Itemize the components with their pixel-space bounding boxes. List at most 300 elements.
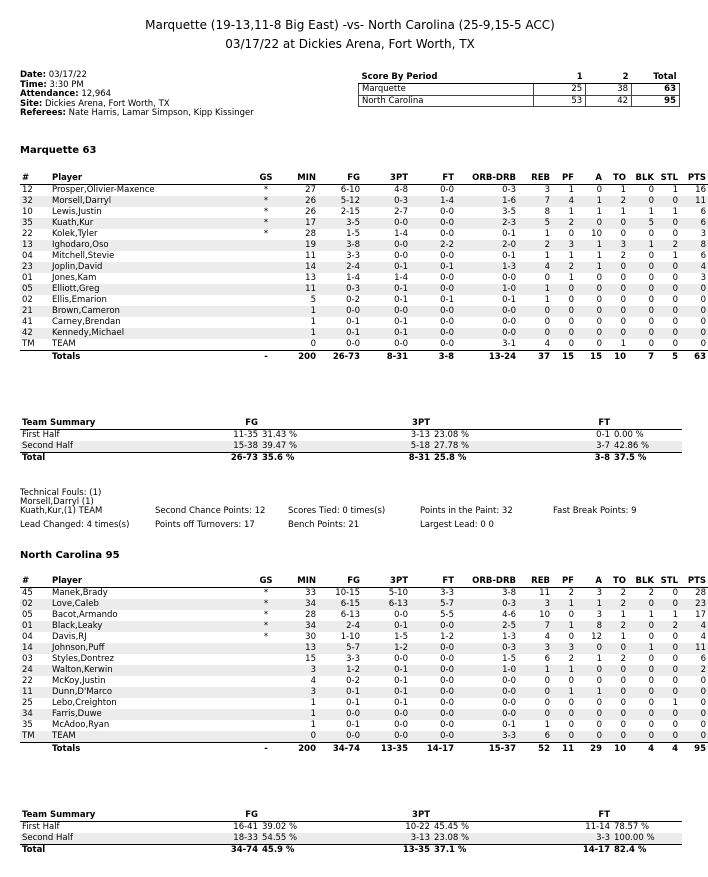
player-row	[20, 643, 708, 654]
cell-reb: 1	[518, 284, 552, 295]
cell-3pt: 0-0	[394, 251, 408, 261]
cell-a: 0	[596, 698, 602, 708]
points-in-paint: Points in the Paint: 32	[420, 506, 513, 516]
cell-orb-drb: 0-0	[456, 687, 518, 698]
col-header-pts: PTS	[680, 172, 708, 185]
lead-changed: Lead Changed: 4 times(s)	[20, 520, 130, 530]
cell-a: 0	[576, 306, 604, 317]
col-header-min: MIN	[282, 172, 318, 185]
cell-a: 0	[596, 185, 602, 195]
cell-pf: 0	[568, 610, 574, 620]
game-time: 3:30 PM	[49, 79, 84, 90]
cell-fg: 3-3	[346, 251, 360, 261]
cell-3pt: 0-3	[362, 196, 410, 207]
cell-gs	[250, 643, 282, 654]
player-row	[20, 328, 708, 339]
cell-jersey: 32	[20, 196, 50, 207]
cell-a: 1	[576, 687, 604, 698]
cell-fg: 1-2	[318, 665, 362, 676]
cell-player: TEAM	[52, 339, 76, 349]
player-row	[20, 251, 708, 262]
total-blk: 7	[628, 351, 656, 365]
cell-pts: 0	[680, 306, 708, 317]
cell-a: 0	[576, 643, 604, 654]
cell-jersey: 02	[20, 599, 50, 610]
cell-3pt: 5-10	[388, 588, 408, 598]
cell-ft: 0-0	[440, 720, 454, 730]
cell-pts: 0	[680, 731, 708, 743]
team1-title: Marquette 63	[20, 145, 97, 156]
cell-to: 0	[620, 698, 626, 708]
cell-pts: 23	[680, 599, 708, 610]
team2-title: North Carolina 95	[20, 550, 120, 561]
total-fg: 26-73	[318, 351, 362, 365]
cell-stl: 0	[656, 284, 680, 295]
cell-gs	[250, 328, 282, 339]
cell-3pt: 0-0	[394, 720, 408, 730]
player-row	[20, 621, 708, 632]
col-header-player: Player	[50, 575, 250, 588]
cell-a: 12	[591, 632, 602, 642]
cell-3pt: 0-1	[394, 698, 408, 708]
cell-pf: 1	[568, 185, 574, 195]
cell-a: 0	[596, 317, 602, 327]
cell-gs: *	[263, 588, 269, 598]
cell-reb: 0	[518, 328, 552, 339]
period-row: Marquette 25 38 63	[359, 84, 680, 96]
cell-3pt: 2-7	[394, 207, 408, 217]
cell-blk: 0	[628, 306, 656, 317]
player-row	[20, 731, 708, 743]
cell-gs	[250, 698, 282, 709]
cell-pts: 0	[680, 284, 708, 295]
largest-lead: Largest Lead: 0 0	[420, 520, 494, 530]
col-header-fg: FG	[318, 172, 362, 185]
cell-player: Manek,Brady	[52, 588, 108, 598]
cell-blk: 1	[648, 610, 654, 620]
cell-stl: 2	[656, 240, 680, 251]
cell-pts: 0	[700, 339, 706, 349]
cell-blk: 0	[628, 687, 656, 698]
cell-pf: 1	[552, 599, 576, 610]
player-row	[20, 632, 708, 643]
cell-blk: 0	[628, 665, 656, 676]
cell-min: 3	[282, 665, 318, 676]
total-jersey	[20, 743, 50, 757]
cell-reb: 4	[544, 339, 550, 349]
cell-a: 0	[596, 676, 602, 686]
cell-orb-drb: 2-0	[456, 240, 518, 251]
cell-stl: 0	[672, 588, 678, 598]
cell-pf: 1	[568, 273, 574, 283]
cell-gs	[250, 720, 282, 731]
cell-min: 17	[282, 218, 318, 229]
cell-min: 13	[305, 273, 316, 283]
cell-gs: *	[250, 599, 282, 610]
cell-a: 1	[596, 251, 602, 261]
cell-reb: 3	[518, 643, 552, 654]
cell-a: 1	[576, 240, 604, 251]
player-row	[20, 709, 708, 720]
cell-ft: 0-0	[440, 273, 454, 283]
col-header-pf: PF	[552, 575, 576, 588]
cell-pf: 0	[568, 698, 574, 708]
cell-blk: 5	[628, 218, 656, 229]
cell-fg: 0-0	[346, 339, 360, 349]
cell-ft: 2-2	[410, 240, 456, 251]
cell-fg: 1-4	[346, 273, 360, 283]
cell-3pt: 1-4	[394, 273, 408, 283]
team1-summary: Team Summary FG 3PT FT First Half 11-35 31.43 % 3-13 23.08 % 0-1 0.00 % Second Half 15-38 39.47 % 5-18 27.78 % 3-7 42.86 % Total 26-73 35.6 % 8-31 25.8 % 3-8 37.5 %	[20, 418, 682, 464]
team1-box-score	[20, 172, 708, 364]
cell-jersey: 22	[22, 229, 33, 239]
cell-pf: 4	[552, 196, 576, 207]
cell-ft: 0-0	[410, 643, 456, 654]
player-row	[20, 262, 708, 273]
cell-fg: 2-4	[318, 621, 362, 632]
cell-ft: 0-0	[410, 284, 456, 295]
cell-orb-drb: 3-5	[502, 207, 516, 217]
cell-to: 2	[604, 621, 628, 632]
total-gs: -	[250, 743, 282, 757]
cell-stl: 2	[656, 621, 680, 632]
column-header-row	[20, 172, 708, 185]
cell-to: 0	[620, 676, 626, 686]
cell-pf: 1	[568, 251, 574, 261]
cell-pts: 0	[680, 687, 708, 698]
cell-pf: 0	[568, 339, 574, 349]
cell-gs: *	[263, 207, 269, 217]
cell-ft: 1-4	[410, 196, 456, 207]
cell-gs: *	[250, 621, 282, 632]
cell-orb-drb: 0-0	[502, 273, 516, 283]
cell-a: 3	[596, 588, 602, 598]
cell-min: 1	[310, 698, 316, 708]
cell-stl: 0	[656, 643, 680, 654]
cell-player: Styles,Dontrez	[52, 654, 114, 664]
cell-gs	[250, 317, 282, 328]
fast-break-points: Fast Break Points: 9	[553, 506, 637, 516]
cell-ft: 0-0	[440, 207, 454, 217]
cell-blk: 0	[628, 731, 656, 743]
cell-min: 28	[305, 610, 316, 620]
player-row	[20, 185, 708, 197]
score-by-period-title: Score By Period	[359, 72, 534, 84]
cell-reb: 1	[544, 720, 550, 730]
points-off-turnovers: Points off Turnovers: 17	[155, 520, 255, 530]
cell-pts: 6	[700, 207, 706, 217]
col-header-min: MIN	[282, 575, 318, 588]
cell-fg: 5-7	[318, 643, 362, 654]
cell-a: 1	[576, 599, 604, 610]
cell-blk: 2	[648, 588, 654, 598]
player-row	[20, 654, 708, 665]
cell-to: 2	[604, 196, 628, 207]
cell-to: 3	[604, 240, 628, 251]
cell-player: Kennedy,Michael	[50, 328, 250, 339]
cell-stl: 1	[672, 207, 678, 217]
cell-pf: 1	[568, 207, 574, 217]
cell-a: 3	[596, 610, 602, 620]
cell-min: 3	[282, 687, 318, 698]
col-header-jersey: #	[20, 172, 50, 185]
cell-stl: 1	[672, 251, 678, 261]
cell-3pt: 0-1	[362, 284, 410, 295]
player-row	[20, 196, 708, 207]
cell-3pt: 0-0	[362, 731, 410, 743]
cell-stl: 0	[672, 676, 678, 686]
cell-min: 33	[305, 588, 316, 598]
cell-gs	[250, 295, 282, 306]
cell-pf: 1	[552, 621, 576, 632]
cell-pts: 6	[680, 218, 708, 229]
cell-fg: 0-1	[346, 317, 360, 327]
total-pf: 15	[552, 351, 576, 365]
cell-to: 1	[620, 185, 626, 195]
cell-pts: 0	[700, 317, 706, 327]
cell-reb: 1	[544, 229, 550, 239]
player-row	[20, 676, 708, 687]
cell-3pt: 0-1	[394, 317, 408, 327]
cell-orb-drb: 0-3	[502, 185, 516, 195]
total-pf: 11	[552, 743, 576, 757]
cell-fg: 0-1	[318, 328, 362, 339]
player-row	[20, 687, 708, 698]
cell-min: 4	[310, 676, 316, 686]
cell-stl: 0	[656, 262, 680, 273]
cell-jersey: TM	[20, 731, 50, 743]
cell-player: Kuath,Kur	[50, 218, 250, 229]
cell-orb-drb: 1-5	[502, 654, 516, 664]
cell-player: Love,Caleb	[50, 599, 250, 610]
game-date-venue: 03/17/22 at Dickies Arena, Fort Worth, TX	[225, 37, 475, 51]
cell-min: 1	[310, 720, 316, 730]
cell-to: 0	[620, 295, 626, 305]
cell-stl: 0	[656, 599, 680, 610]
cell-jersey: 21	[20, 306, 50, 317]
cell-ft: 0-0	[440, 229, 454, 239]
cell-pts: 3	[700, 229, 706, 239]
cell-gs	[250, 273, 282, 284]
cell-player: Carney,Brendan	[52, 317, 121, 327]
cell-player: Davis,RJ	[52, 632, 87, 642]
cell-3pt: 4-8	[394, 185, 408, 195]
cell-ft: 0-0	[440, 339, 454, 349]
cell-ft: 0-0	[440, 676, 454, 686]
total-player: Totals	[50, 743, 250, 757]
technical-team: Kuath,Kur,(1) TEAM	[20, 506, 103, 516]
total-min: 200	[282, 351, 318, 365]
scores-tied: Scores Tied: 0 times(s)	[288, 506, 386, 516]
cell-blk: 0	[628, 621, 656, 632]
col-header-stl: STL	[656, 172, 680, 185]
cell-min: 5	[310, 295, 316, 305]
cell-pts: 0	[700, 720, 706, 730]
total-a: 15	[576, 351, 604, 365]
cell-stl: 0	[672, 632, 678, 642]
cell-gs	[250, 262, 282, 273]
cell-blk: 0	[628, 709, 656, 720]
cell-player: TEAM	[50, 731, 250, 743]
cell-a: 0	[576, 328, 604, 339]
cell-fg: 0-3	[318, 284, 362, 295]
cell-player: Lewis,Justin	[52, 207, 102, 217]
col-header-gs: GS	[250, 172, 282, 185]
total-player: Totals	[50, 351, 250, 365]
cell-pf: 0	[552, 328, 576, 339]
cell-reb: 3	[518, 599, 552, 610]
cell-orb-drb: 2-3	[456, 218, 518, 229]
player-row	[20, 306, 708, 317]
player-row	[20, 273, 708, 284]
cell-pf: 2	[552, 262, 576, 273]
period-row: North Carolina 53 42 95	[359, 95, 680, 107]
cell-fg: 10-15	[335, 588, 360, 598]
cell-to: 0	[604, 218, 628, 229]
cell-orb-drb: 0-1	[502, 720, 516, 730]
cell-orb-drb: 2-5	[456, 621, 518, 632]
cell-jersey: 03	[22, 654, 33, 664]
cell-fg: 0-2	[346, 295, 360, 305]
cell-reb: 0	[518, 306, 552, 317]
cell-gs: *	[263, 185, 269, 195]
cell-pf: 2	[568, 588, 574, 598]
summary-row: Second Half 18-33 54.55 % 3-13 23.08 % 3-3 100.00 %	[20, 833, 682, 845]
cell-pts: 11	[680, 196, 708, 207]
cell-player: Black,Leaky	[50, 621, 250, 632]
total-a: 29	[576, 743, 604, 757]
cell-blk: 0	[628, 262, 656, 273]
cell-orb-drb: 0-1	[502, 229, 516, 239]
col-header-ft: FT	[410, 575, 456, 588]
bench-points: Bench Points: 21	[288, 520, 360, 530]
cell-stl: 0	[672, 339, 678, 349]
cell-jersey: 05	[20, 284, 50, 295]
cell-fg: 6-13	[340, 610, 360, 620]
score-by-period: Score By Period 1 2 Total Marquette 25 38 63 North Carolina 53 42 95	[358, 72, 680, 107]
cell-player: Dunn,D'Marco	[50, 687, 250, 698]
cell-3pt: 0-0	[394, 339, 408, 349]
cell-a: 10	[591, 229, 602, 239]
cell-player: Ellis,Emarion	[52, 295, 107, 305]
cell-pts: 3	[700, 273, 706, 283]
cell-a: 1	[576, 196, 604, 207]
cell-3pt: 0-1	[362, 262, 410, 273]
total-gs: -	[250, 351, 282, 365]
cell-ft: 0-0	[440, 698, 454, 708]
col-header-gs: GS	[250, 575, 282, 588]
cell-to: 0	[620, 720, 626, 730]
cell-blk: 0	[628, 196, 656, 207]
cell-gs: *	[250, 196, 282, 207]
cell-pf: 0	[568, 632, 574, 642]
cell-3pt: 0-1	[394, 295, 408, 305]
cell-to: 0	[620, 229, 626, 239]
cell-blk: 0	[628, 284, 656, 295]
player-row	[20, 610, 708, 621]
cell-orb-drb: 0-3	[456, 599, 518, 610]
total-ft: 3-8	[410, 351, 456, 365]
cell-player: Ighodaro,Oso	[50, 240, 250, 251]
cell-blk: 0	[648, 185, 654, 195]
cell-to: 1	[620, 339, 626, 349]
cell-orb-drb: 3-3	[456, 731, 518, 743]
col-header-fg: FG	[318, 575, 362, 588]
cell-to: 2	[620, 654, 626, 664]
cell-jersey: 10	[22, 207, 33, 217]
player-row	[20, 207, 708, 218]
cell-min: 27	[305, 185, 316, 195]
cell-player: Farris,Duwe	[50, 709, 250, 720]
cell-blk: 0	[648, 698, 654, 708]
cell-orb-drb: 0-3	[456, 643, 518, 654]
cell-fg: 6-10	[340, 185, 360, 195]
cell-3pt: 1-5	[394, 632, 408, 642]
cell-jersey: 14	[20, 643, 50, 654]
cell-gs: *	[250, 218, 282, 229]
cell-3pt: 0-0	[394, 610, 408, 620]
cell-ft: 0-1	[410, 262, 456, 273]
cell-a: 0	[596, 339, 602, 349]
total-ft: 14-17	[410, 743, 456, 757]
cell-ft: 0-0	[440, 185, 454, 195]
cell-reb: 4	[518, 262, 552, 273]
cell-jersey: 23	[20, 262, 50, 273]
cell-stl: 1	[672, 698, 678, 708]
cell-jersey: 01	[20, 621, 50, 632]
player-row	[20, 240, 708, 251]
cell-gs: *	[263, 229, 269, 239]
total-fg: 34-74	[318, 743, 362, 757]
cell-gs	[250, 306, 282, 317]
cell-blk: 0	[648, 229, 654, 239]
cell-reb: 6	[518, 731, 552, 743]
cell-3pt: 6-13	[362, 599, 410, 610]
cell-orb-drb: 0-0	[502, 698, 516, 708]
cell-stl: 1	[672, 610, 678, 620]
total-to: 10	[604, 743, 628, 757]
cell-gs	[250, 731, 282, 743]
cell-pf: 3	[552, 240, 576, 251]
cell-jersey: 13	[20, 240, 50, 251]
cell-fg: 3-8	[318, 240, 362, 251]
col-header-pf: PF	[552, 172, 576, 185]
cell-min: 11	[305, 251, 316, 261]
col-header-player: Player	[50, 172, 250, 185]
cell-player: Prosper,Olivier-Maxence	[52, 185, 155, 195]
cell-player: Walton,Kerwin	[50, 665, 250, 676]
total-stl: 4	[656, 743, 680, 757]
cell-to: 0	[604, 306, 628, 317]
cell-player: Lebo,Creighton	[52, 698, 117, 708]
cell-to: 1	[620, 610, 626, 620]
cell-reb: 0	[518, 709, 552, 720]
cell-blk: 0	[648, 676, 654, 686]
cell-stl: 0	[656, 218, 680, 229]
cell-3pt: 0-0	[362, 709, 410, 720]
cell-pf: 0	[568, 229, 574, 239]
cell-ft: 0-1	[440, 295, 454, 305]
cell-blk: 0	[628, 328, 656, 339]
cell-jersey: 25	[22, 698, 33, 708]
cell-orb-drb: 1-6	[456, 196, 518, 207]
cell-player: Kolek,Tyler	[52, 229, 98, 239]
cell-a: 0	[576, 218, 604, 229]
cell-fg: 0-1	[346, 698, 360, 708]
cell-3pt: 0-1	[362, 328, 410, 339]
cell-stl: 0	[656, 196, 680, 207]
cell-to: 2	[604, 599, 628, 610]
